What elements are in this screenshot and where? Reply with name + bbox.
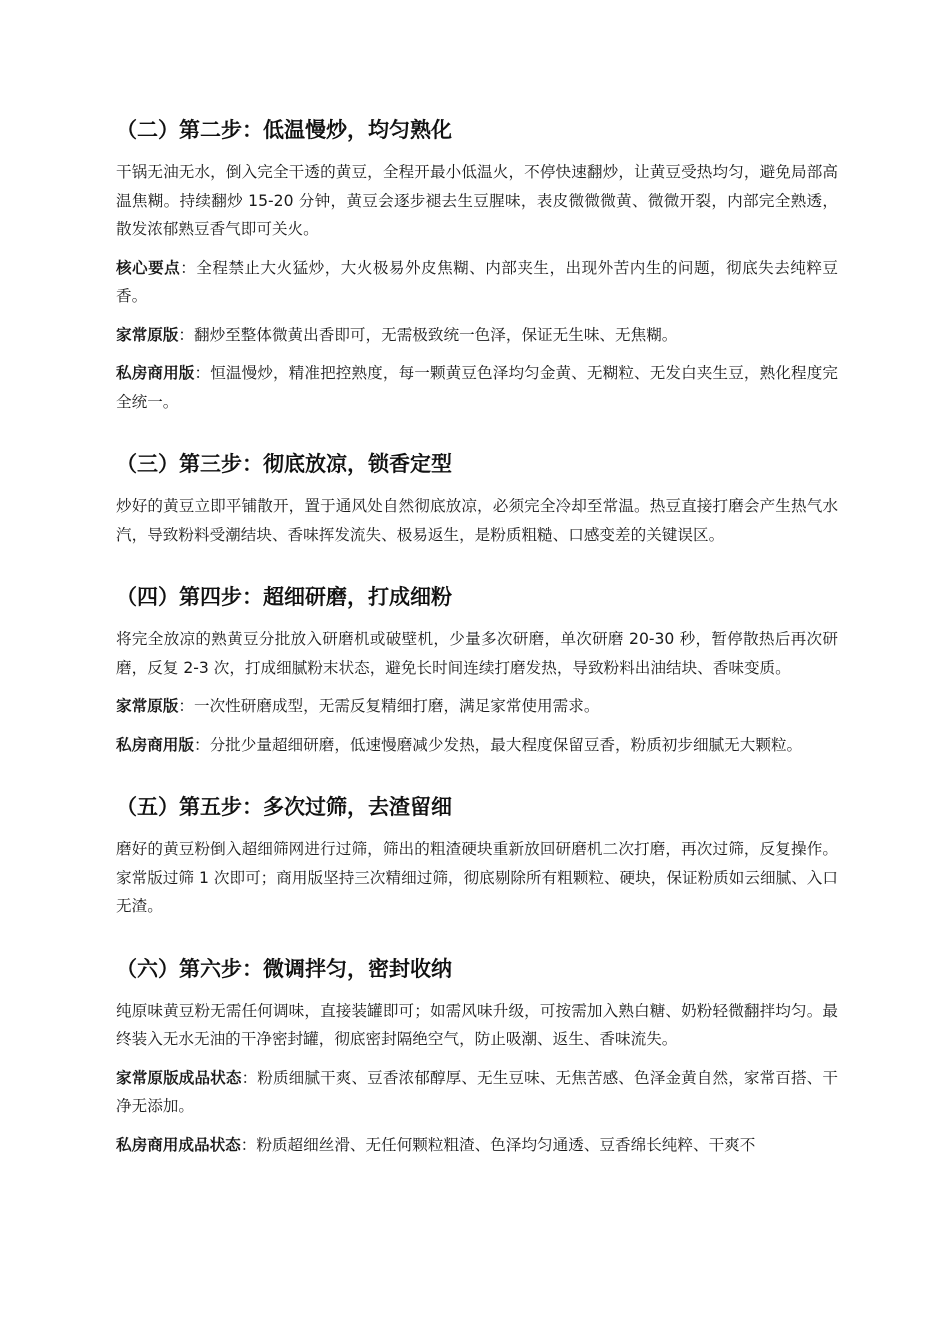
note-term: 私房商用版: [116, 364, 195, 382]
section-body: 纯原味黄豆粉无需任何调味，直接装罐即可；如需风味升级，可按需加入熟白糖、奶粉轻微翻拌均匀。最终装入无水无油的干净密封罐，彻底密封隔绝空气，防止吸潮、返生、香味流失。: [116, 1001, 838, 1048]
note-text: ：全程禁止大火猛炒，大火极易外皮焦糊、内部夹生，出现外苦内生的问题，彻底失去纯粹豆香。: [116, 258, 838, 305]
note-text: ：一次性研磨成型，无需反复精细打磨，满足家常使用需求。: [178, 697, 600, 715]
section-step-5: [116, 789, 838, 921]
note-text: ：分批少量超细研磨，低速慢磨减少发热，最大程度保留豆香，粉质初步细腻无大颗粒。: [193, 735, 803, 754]
section-heading: （五）第五步：多次过筛，去渣留细: [116, 795, 452, 819]
section-step-4: [116, 579, 838, 759]
section-heading: （三）第三步：彻底放凉，锁香定型: [116, 452, 452, 476]
note-text: ：粉质细腻干爽、豆香浓郁醇厚、无生豆味、无焦苦感、色泽金黄自然，家常百搭、干净无添加。: [116, 1068, 838, 1115]
section-body: 干锅无油无水，倒入完全干透的黄豆，全程开最小低温火，不停快速翻炒，让黄豆受热均匀，避免局部高温焦糊。持续翻炒 15-20 分钟，黄豆会逐步褪去生豆腥味，表皮微微微黄、微微开裂，内部完全熟透，散发浓郁熟豆香气即可关火。: [116, 163, 838, 238]
note-paragraph: [116, 692, 838, 721]
note-text: ：恒温慢炒，精准把控熟度，每一颗黄豆色泽均匀金黄、无糊粒、无发白夹生豆，熟化程度完全统一。: [116, 364, 838, 411]
note-paragraph: [116, 359, 838, 416]
note-term: 家常原版: [116, 325, 179, 344]
note-paragraph: [116, 731, 838, 760]
section-body: 炒好的黄豆立即平铺散开，置于通风处自然彻底放凉，必须完全冷却至常温。热豆直接打磨会产生热气水汽，导致粉料受潮结块、香味挥发流失、极易返生，是粉质粗糙、口感变差的关键误区。: [116, 497, 838, 544]
note-term: 家常原版: [116, 697, 179, 715]
note-paragraph: [116, 1131, 838, 1160]
section-body: 将完全放凉的熟黄豆分批放入研磨机或破壁机，少量多次研磨，单次研磨 20-30 秒，暂停散热后再次研磨，反复 2-3 次，打成细腻粉末状态，避免长时间连续打磨发热，导致粉料出油结块、香味变质。: [116, 630, 838, 677]
section-body: 磨好的黄豆粉倒入超细筛网进行过筛，筛出的粗渣硬块重新放回研磨机二次打磨，再次过筛，反复操作。家常版过筛 1 次即可；商用版坚持三次精细过筛，彻底剔除所有粗颗粒、硬块，保证粉质如云细腻、入口无渣。: [116, 840, 838, 915]
note-paragraph: [116, 321, 838, 350]
note-paragraph: [116, 1064, 838, 1121]
note-term: 私房商用版: [116, 735, 194, 754]
note-text: ：粉质超细丝滑、无任何颗粒粗渣、色泽均匀通透、豆香绵长纯粹、干爽不: [240, 1135, 756, 1154]
section-heading: （二）第二步：低温慢炒，均匀熟化: [116, 118, 452, 142]
note-term: 核心要点: [116, 258, 181, 277]
note-paragraph: [116, 254, 838, 311]
note-term: 家常原版成品状态: [116, 1068, 242, 1087]
document-content: [116, 112, 838, 1189]
section-step-6: [116, 951, 838, 1160]
section-heading: （六）第六步：微调拌匀，密封收纳: [116, 956, 452, 981]
section-step-3: [116, 446, 838, 549]
section-step-2: [116, 112, 838, 416]
section-heading: （四）第四步：超细研磨，打成细粉: [116, 585, 452, 609]
note-term: 私房商用成品状态: [116, 1135, 241, 1154]
note-text: ：翻炒至整体微黄出香即可，无需极致统一色泽，保证无生味、无焦糊。: [178, 325, 678, 344]
